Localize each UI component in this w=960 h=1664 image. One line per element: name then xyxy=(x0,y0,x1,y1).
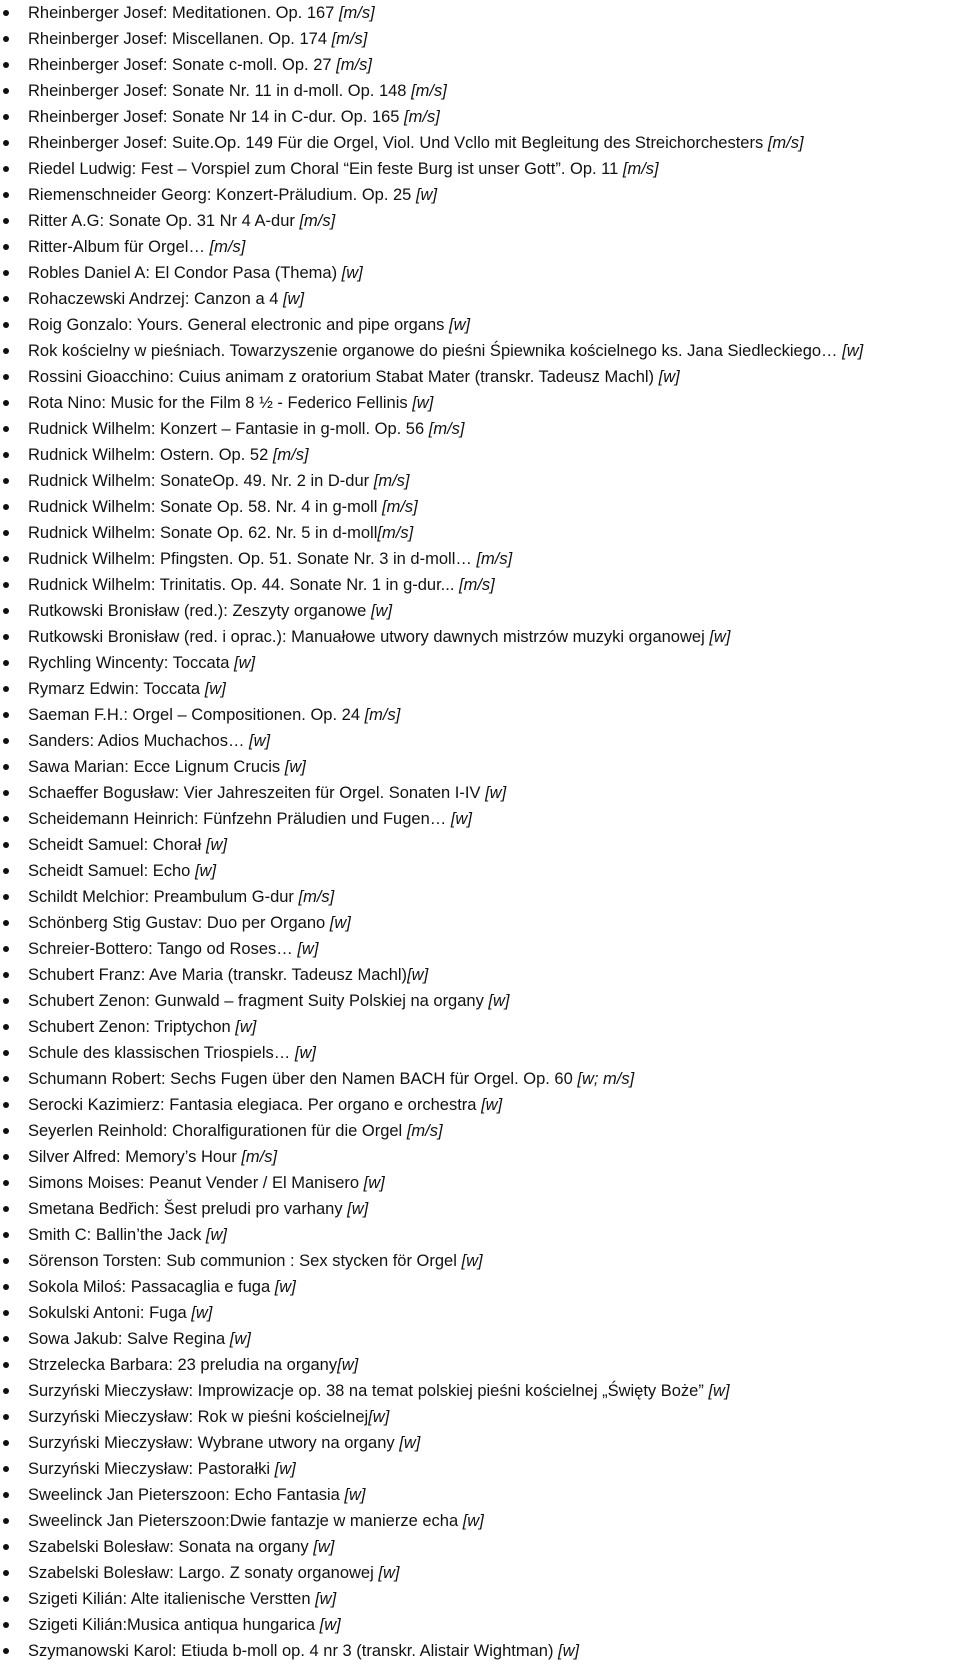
entry-format-tag: [w] xyxy=(363,1174,385,1192)
entry-format-tag: [m/s] xyxy=(299,212,336,230)
entry-format-tag: [w] xyxy=(315,1590,337,1608)
bullet-icon xyxy=(3,10,9,16)
list-item xyxy=(28,1092,960,1118)
list-item xyxy=(28,676,960,702)
entry-format-tag: [w] xyxy=(229,1330,251,1348)
entry-format-tag: [m/s] xyxy=(241,1148,278,1166)
bullet-icon xyxy=(3,192,9,198)
entry-title: Schaeffer Bogusław: Vier Jahreszeiten für Orgel. Sonaten I-IV xyxy=(28,784,486,802)
bullet-icon xyxy=(3,218,9,224)
entry-title: Rudnick Wilhelm: Ostern. Op. 52 xyxy=(28,446,273,464)
list-item xyxy=(28,650,960,676)
bullet-icon xyxy=(3,634,9,640)
entry-title: Sweelinck Jan Pieterszoon:Dwie fantazje w manierze echa xyxy=(28,1512,463,1530)
entry-format-tag: [m/s] xyxy=(298,888,335,906)
list-item xyxy=(28,1248,960,1274)
entry-format-tag: [w] xyxy=(297,940,319,958)
bullet-icon xyxy=(3,1648,9,1654)
bullet-icon xyxy=(3,556,9,562)
bullet-icon xyxy=(3,426,9,432)
entry-title: Serocki Kazimierz: Fantasia elegiaca. Per organo e orchestra xyxy=(28,1096,482,1114)
entry-title: Silver Alfred: Memory’s Hour xyxy=(28,1148,242,1166)
entry-format-tag: [w] xyxy=(368,1408,390,1426)
entry-format-tag: [w] xyxy=(294,1044,316,1062)
bullet-icon xyxy=(3,348,9,354)
list-item xyxy=(28,364,960,390)
list-item xyxy=(28,0,960,26)
list-item xyxy=(28,1430,960,1456)
bullet-icon xyxy=(3,920,9,926)
entry-title: Rudnick Wilhelm: Sonate Op. 58. Nr. 4 in g-moll xyxy=(28,498,382,516)
bullet-icon xyxy=(3,1050,9,1056)
list-item xyxy=(28,104,960,130)
bullet-icon xyxy=(3,62,9,68)
entry-format-tag: [m/s] xyxy=(622,160,659,178)
entry-format-tag: [m/s] xyxy=(404,108,440,126)
list-item xyxy=(28,1014,960,1040)
list-item xyxy=(28,520,960,546)
list-item xyxy=(28,728,960,754)
entry-title: Simons Moises: Peanut Vender / El Manisero xyxy=(28,1174,364,1192)
bullet-icon xyxy=(3,1284,9,1290)
entry-title: Szabelski Bolesław: Largo. Z sonaty organowej xyxy=(28,1564,379,1582)
bullet-icon xyxy=(3,1206,9,1212)
bullet-icon xyxy=(3,1258,9,1264)
list-item xyxy=(28,494,960,520)
entry-title: Rudnick Wilhelm: Konzert – Fantasie in g-moll. Op. 56 xyxy=(28,420,429,438)
bullet-icon xyxy=(3,1414,9,1420)
bullet-icon xyxy=(3,608,9,614)
entry-title: Sokulski Antoni: Fuga xyxy=(28,1304,192,1322)
list-item xyxy=(28,624,960,650)
bullet-icon xyxy=(3,1622,9,1628)
entry-title: Rychling Wincenty: Toccata xyxy=(28,654,235,672)
list-item xyxy=(28,754,960,780)
list-item xyxy=(28,286,960,312)
entry-title: Szymanowski Karol: Etiuda b-moll op. 4 nr 3 (transkr. Alistair Wightman) xyxy=(28,1642,559,1660)
entry-format-tag: [w] xyxy=(415,186,438,204)
list-item xyxy=(28,312,960,338)
list-item xyxy=(28,390,960,416)
entry-format-tag: [m/s] xyxy=(338,4,375,22)
entry-title: Rheinberger Josef: Meditationen. Op. 167 xyxy=(28,4,339,22)
entry-title: Rossini Gioacchino: Cuius animam z oratorium Stabat Mater (transkr. Tadeusz Machl) xyxy=(28,368,659,386)
entry-title: Sanders: Adios Muchachos… xyxy=(28,732,250,750)
list-item xyxy=(28,26,960,52)
bullet-icon xyxy=(3,1466,9,1472)
entry-format-tag: [w] xyxy=(488,992,510,1010)
list-item xyxy=(28,832,960,858)
entry-format-tag: [w] xyxy=(450,810,472,828)
bullet-icon xyxy=(3,244,9,250)
entry-title: Rohaczewski Andrzej: Canzon a 4 xyxy=(28,290,283,308)
entry-format-tag: [w] xyxy=(284,758,306,776)
bullet-icon xyxy=(3,712,9,718)
bullet-icon xyxy=(3,1310,9,1316)
entry-format-tag: [m/s] xyxy=(209,238,246,256)
bullet-icon xyxy=(3,660,9,666)
bullet-icon xyxy=(3,478,9,484)
entry-format-tag: [w] xyxy=(319,1616,341,1634)
bullet-icon xyxy=(3,296,9,302)
bullet-icon xyxy=(3,1596,9,1602)
list-item xyxy=(28,1040,960,1066)
list-item xyxy=(28,936,960,962)
entry-format-tag: [m/s] xyxy=(411,82,447,100)
entry-title: Schumann Robert: Sechs Fugen über den Namen BACH für Orgel. Op. 60 xyxy=(28,1070,578,1088)
entry-title: Rheinberger Josef: Suite.Op. 149 Für die Orgel, Viol. Und Vcllo mit Begleitung des Streichorchesters xyxy=(28,134,768,152)
entry-title: Robles Daniel A: El Condor Pasa (Thema) xyxy=(28,264,342,282)
list-item xyxy=(28,1508,960,1534)
bullet-icon xyxy=(3,972,9,978)
list-item xyxy=(28,1456,960,1482)
list-item xyxy=(28,468,960,494)
list-item xyxy=(28,780,960,806)
list-item xyxy=(28,702,960,728)
list-item xyxy=(28,1196,960,1222)
bullet-icon xyxy=(3,738,9,744)
bullet-icon xyxy=(3,530,9,536)
entry-format-tag: [w] xyxy=(708,1382,730,1400)
entry-format-tag: [w] xyxy=(558,1642,580,1660)
bullet-icon xyxy=(3,946,9,952)
bullet-icon xyxy=(3,1024,9,1030)
list-item xyxy=(28,1612,960,1638)
entry-format-tag: [m/s] xyxy=(476,550,513,568)
bullet-icon xyxy=(3,1440,9,1446)
list-item xyxy=(28,1404,960,1430)
entry-format-tag: [m/s] xyxy=(459,576,495,594)
entry-title: Rudnick Wilhelm: SonateOp. 49. Nr. 2 in D-dur xyxy=(28,472,374,490)
entry-title: Schule des klassischen Triospiels… xyxy=(28,1044,295,1062)
list-item xyxy=(28,1118,960,1144)
list-item xyxy=(28,1482,960,1508)
bullet-icon xyxy=(3,140,9,146)
entry-title: Schubert Zenon: Triptychon xyxy=(28,1018,236,1036)
entry-title: Rheinberger Josef: Miscellanen. Op. 174 xyxy=(28,30,332,48)
entry-format-tag: [w] xyxy=(341,264,363,282)
entry-format-tag: [m/s] xyxy=(373,472,410,490)
list-item xyxy=(28,130,960,156)
entry-format-tag: [w] xyxy=(274,1460,296,1478)
entry-title: Surzyński Mieczysław: Pastorałki xyxy=(28,1460,275,1478)
entry-format-tag: [w] xyxy=(329,914,351,932)
entry-title: Rheinberger Josef: Sonate Nr 14 in C-dur. Op. 165 xyxy=(28,108,405,126)
list-item xyxy=(28,442,960,468)
entry-format-tag: [w] xyxy=(842,342,864,360)
entry-format-tag: [w] xyxy=(234,654,256,672)
list-item xyxy=(28,156,960,182)
entry-title: Szigeti Kilián:Musica antiqua hungarica xyxy=(28,1616,320,1634)
entry-title: Rudnick Wilhelm: Sonate Op. 62. Nr. 5 in d-moll xyxy=(28,524,378,542)
entry-format-tag: [w] xyxy=(204,680,226,698)
entry-format-tag: [w] xyxy=(205,836,228,854)
entry-format-tag: [w] xyxy=(449,316,471,334)
bullet-icon xyxy=(3,1492,9,1498)
entry-format-tag: [w] xyxy=(205,1226,227,1244)
entry-format-tag: [w] xyxy=(485,784,507,802)
entry-title: Riedel Ludwig: Fest – Vorspiel zum Choral “Ein feste Burg ist unser Gott”. Op. 11 xyxy=(28,160,623,178)
entry-format-tag: [w] xyxy=(378,1564,400,1582)
entry-title: Sweelinck Jan Pieterszoon: Echo Fantasia xyxy=(28,1486,345,1504)
list-item xyxy=(28,598,960,624)
entry-title: Rok kościelny w pieśniach. Towarzyszenie organowe do pieśni Śpiewnika kościelnego ks. Jana Siedleckiego… xyxy=(28,342,843,360)
bullet-icon xyxy=(3,322,9,328)
entry-format-tag: [w] xyxy=(412,394,434,412)
entry-format-tag: [m/s] xyxy=(336,56,372,74)
list-item xyxy=(28,572,960,598)
entry-title: Strzelecka Barbara: 23 preludia na organy xyxy=(28,1356,338,1374)
entry-format-tag: [w] xyxy=(347,1200,369,1218)
list-item xyxy=(28,52,960,78)
bullet-icon xyxy=(3,868,9,874)
entry-title: Rudnick Wilhelm: Pfingsten. Op. 51. Sonate Nr. 3 in d-moll… xyxy=(28,550,477,568)
bullet-icon xyxy=(3,1544,9,1550)
entry-format-tag: [w] xyxy=(399,1434,421,1452)
entry-title: Sokola Miloś: Passacaglia e fuga xyxy=(28,1278,275,1296)
entry-title: Saeman F.H.: Orgel – Compositionen. Op. 24 xyxy=(28,706,365,724)
entry-title: Szigeti Kilián: Alte italienische Verstten xyxy=(28,1590,316,1608)
bullet-icon xyxy=(3,764,9,770)
entry-format-tag: [w] xyxy=(461,1252,483,1270)
list-item xyxy=(28,1326,960,1352)
entry-title: Rheinberger Josef: Sonate Nr. 11 in d-moll. Op. 148 xyxy=(28,82,412,100)
bullet-icon xyxy=(3,894,9,900)
bullet-icon xyxy=(3,998,9,1004)
entry-title: Smith C: Ballin’the Jack xyxy=(28,1226,206,1244)
entry-title: Rymarz Edwin: Toccata xyxy=(28,680,205,698)
entry-title: Scheidemann Heinrich: Fünfzehn Präludien und Fugen… xyxy=(28,810,451,828)
bullet-icon xyxy=(3,1180,9,1186)
entry-format-tag: [m/s] xyxy=(272,446,309,464)
entry-title: Seyerlen Reinhold: Choralfigurationen für die Orgel xyxy=(28,1122,407,1140)
entry-format-tag: [m/s] xyxy=(406,1122,443,1140)
entry-title: Surzyński Mieczysław: Rok w pieśni kościelnej xyxy=(28,1408,369,1426)
bullet-icon xyxy=(3,1128,9,1134)
list-item xyxy=(28,1170,960,1196)
entry-format-tag: [w] xyxy=(313,1538,335,1556)
bullet-icon xyxy=(3,1336,9,1342)
bullet-icon xyxy=(3,452,9,458)
entry-format-tag: [m/s] xyxy=(331,30,368,48)
list-item xyxy=(28,1586,960,1612)
entry-title: Scheidt Samuel: Chorał xyxy=(28,836,206,854)
entry-format-tag: [w; m/s] xyxy=(577,1070,635,1088)
entry-title: Roig Gonzalo: Yours. General electronic and pipe organs xyxy=(28,316,450,334)
bullet-icon xyxy=(3,1154,9,1160)
entry-format-tag: [m/s] xyxy=(381,498,418,516)
bullet-icon xyxy=(3,88,9,94)
list-item xyxy=(28,1560,960,1586)
entry-title: Rudnick Wilhelm: Trinitatis. Op. 44. Sonate Nr. 1 in g-dur... xyxy=(28,576,460,594)
list-item xyxy=(28,1352,960,1378)
list-item xyxy=(28,260,960,286)
entry-title: Rheinberger Josef: Sonate c-moll. Op. 27 xyxy=(28,56,337,74)
entry-title: Scheidt Samuel: Echo xyxy=(28,862,195,880)
entry-title: Surzyński Mieczysław: Improwizacje op. 38 na temat polskiej pieśni kościelnej „Święty Boże” xyxy=(28,1382,709,1400)
list-item xyxy=(28,806,960,832)
bullet-icon xyxy=(3,374,9,380)
list-item xyxy=(28,1274,960,1300)
list-item xyxy=(28,416,960,442)
entry-format-tag: [w] xyxy=(249,732,271,750)
entry-title: Riemenschneider Georg: Konzert-Präludium. Op. 25 xyxy=(28,186,416,204)
bullet-icon xyxy=(3,1232,9,1238)
bullet-icon xyxy=(3,1076,9,1082)
entry-title: Rutkowski Bronisław (red. i oprac.): Manuałowe utwory dawnych mistrzów muzyki organowej xyxy=(28,628,710,646)
list-item xyxy=(28,182,960,208)
bullet-icon xyxy=(3,504,9,510)
entry-format-tag: [w] xyxy=(337,1356,359,1374)
list-item xyxy=(28,858,960,884)
entry-title: Schreier-Bottero: Tango od Roses… xyxy=(28,940,298,958)
list-item xyxy=(28,546,960,572)
list-item xyxy=(28,1638,960,1664)
list-item xyxy=(28,962,960,988)
bullet-icon xyxy=(3,582,9,588)
entry-format-tag: [w] xyxy=(481,1096,503,1114)
entry-title: Sörenson Torsten: Sub communion : Sex stycken för Orgel xyxy=(28,1252,462,1270)
entry-format-tag: [w] xyxy=(344,1486,366,1504)
list-item xyxy=(28,234,960,260)
list-item xyxy=(28,1378,960,1404)
list-item xyxy=(28,1066,960,1092)
entry-title: Surzyński Mieczysław: Wybrane utwory na organy xyxy=(28,1434,400,1452)
bullet-icon xyxy=(3,114,9,120)
bullet-icon xyxy=(3,1570,9,1576)
entry-format-tag: [w] xyxy=(282,290,305,308)
entry-format-tag: [m/s] xyxy=(364,706,401,724)
list-item xyxy=(28,988,960,1014)
bullet-icon xyxy=(3,1518,9,1524)
entry-format-tag: [w] xyxy=(658,368,680,386)
bullet-icon xyxy=(3,1102,9,1108)
bullet-icon xyxy=(3,842,9,848)
list-item xyxy=(28,1222,960,1248)
list-item xyxy=(28,78,960,104)
list-item xyxy=(28,884,960,910)
entry-title: Rutkowski Bronisław (red.): Zeszyty organowe xyxy=(28,602,371,620)
entry-format-tag: [w] xyxy=(194,862,217,880)
entry-title: Smetana Bedřich: Šest preludi pro varhany xyxy=(28,1200,348,1218)
list-item xyxy=(28,338,960,364)
entry-title: Schubert Franz: Ave Maria (transkr. Tadeusz Machl) xyxy=(28,966,408,984)
entry-format-tag: [w] xyxy=(709,628,731,646)
list-item xyxy=(28,1534,960,1560)
list-item xyxy=(28,208,960,234)
entry-format-tag: [w] xyxy=(462,1512,484,1530)
bullet-icon xyxy=(3,166,9,172)
entry-title: Sowa Jakub: Salve Regina xyxy=(28,1330,230,1348)
entry-title: Ritter A.G: Sonate Op. 31 Nr 4 A-dur xyxy=(28,212,300,230)
entry-title: Schubert Zenon: Gunwald – fragment Suity Polskiej na organy xyxy=(28,992,489,1010)
entry-format-tag: [m/s] xyxy=(428,420,465,438)
entry-format-tag: [w] xyxy=(370,602,393,620)
entry-title: Sawa Marian: Ecce Lignum Crucis xyxy=(28,758,285,776)
bullet-icon xyxy=(3,816,9,822)
entry-format-tag: [w] xyxy=(191,1304,213,1322)
entry-format-tag: [m/s] xyxy=(377,524,414,542)
bullet-icon xyxy=(3,400,9,406)
list-item xyxy=(28,910,960,936)
entry-format-tag: [w] xyxy=(235,1018,257,1036)
entry-format-tag: [w] xyxy=(274,1278,296,1296)
bullet-icon xyxy=(3,36,9,42)
bullet-icon xyxy=(3,790,9,796)
list-item xyxy=(28,1144,960,1170)
bullet-icon xyxy=(3,270,9,276)
bullet-icon xyxy=(3,1388,9,1394)
list-item xyxy=(28,1300,960,1326)
entry-title: Schildt Melchior: Preambulum G-dur xyxy=(28,888,299,906)
bullet-icon xyxy=(3,686,9,692)
entry-format-tag: [w] xyxy=(407,966,429,984)
entry-title: Schönberg Stig Gustav: Duo per Organo xyxy=(28,914,330,932)
entry-title: Rota Nino: Music for the Film 8 ½ - Federico Fellinis xyxy=(28,394,413,412)
bullet-icon xyxy=(3,1362,9,1368)
entry-title: Ritter-Album für Orgel… xyxy=(28,238,210,256)
entry-title: Szabelski Bolesław: Sonata na organy xyxy=(28,1538,314,1556)
entry-format-tag: [m/s] xyxy=(767,134,804,152)
